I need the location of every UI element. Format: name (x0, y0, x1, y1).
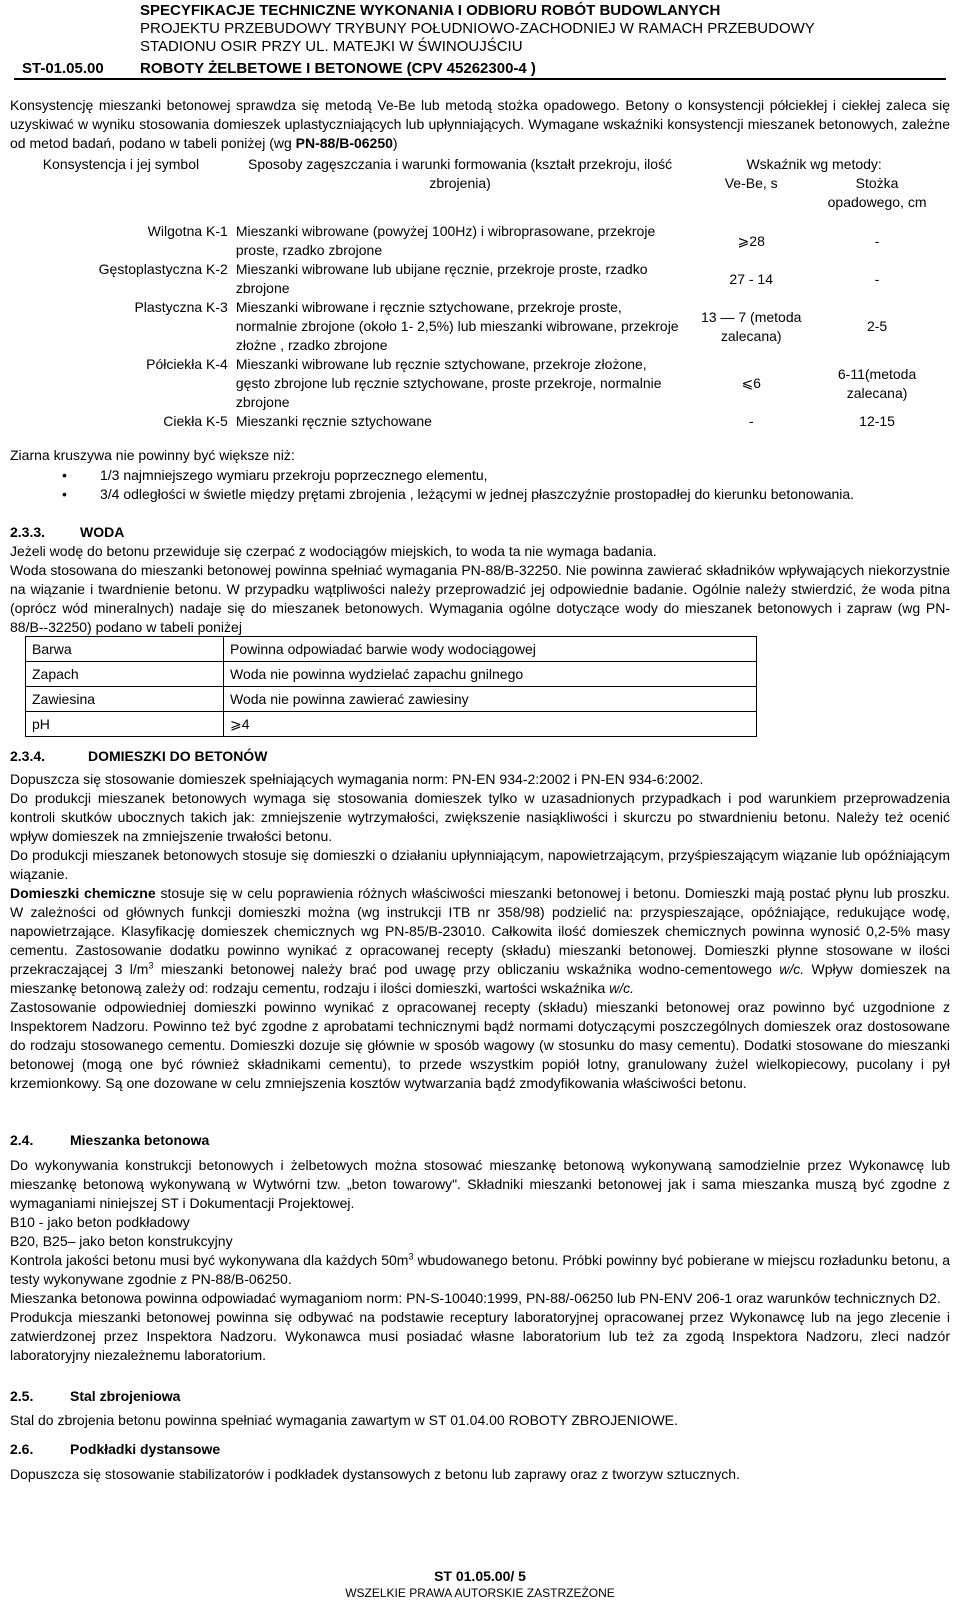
table-row: pH ⩾4 (26, 712, 757, 737)
water-requirements-table (25, 636, 757, 737)
table-row: Wilgotna K-1 Mieszanki wibrowane (powyżej 100Hz) i wibroprasowane, przekroje proste, rzadko zbrojone ⩾28 - (147, 223, 880, 258)
section-number: 2.6. (10, 1441, 34, 1457)
page-number: ST 01.05.00/ 5 (434, 1568, 526, 1584)
water-paragraph: Jeżeli wodę do betonu przewiduje się czerpać z wodociągów miejskich, to woda ta nie wymaga badania. Woda stosowana do mieszanki betonowej powinna spełniać wymagania PN-88/B-32250. Nie powinna zawierać składników wpływających niekorzystnie na wiązanie i twardnienie betonu. W przypadku wątpliwości należy przeprowadzić jej odpowiednie badanie. Ogólnie należy stwierdzić, że woda pitna (oprócz wód mineralnych) nadaje się do mieszanek betonowych. Wymagania ogólne dotyczące wody do mieszanek betonowych i zapraw (wg PN-88/B--32250) podano w tabeli poniżej (10, 543, 950, 635)
header-line-2: PROJEKTU PRZEBUDOWY TRYBUNY POŁUDNIOWO-ZACHODNIEJ W RAMACH PRZEBUDOWY (140, 20, 815, 37)
section-number: 2.3.3. (10, 524, 46, 540)
page-header (0, 0, 960, 78)
aggregate-lead: Ziarna kruszywa nie powinny być większe niż: (10, 447, 295, 463)
section-heading-water: WODA (80, 524, 125, 540)
section-heading-steel: Stal zbrojeniowa (70, 1388, 181, 1404)
section-heading-admixtures: DOMIESZKI DO BETONÓW (88, 748, 268, 764)
steel-paragraph: Stal do zbrojenia betonu powinna spełniać wymagania zawartym w ST 01.04.00 ROBOTY ZBROJENIOWE. (10, 1412, 678, 1428)
section-heading-spacers: Podkładki dystansowe (70, 1441, 221, 1457)
col-header-cone: Stożka opadowego, cm (827, 175, 927, 210)
list-item: • 1/3 najmniejszego wymiaru przekroju poprzecznego elementu, (62, 467, 488, 483)
header-line-3: STADIONU OSIR PRZY UL. MATEJKI W ŚWINOUJŚCIU (140, 38, 523, 55)
list-item: • 3/4 odległości w świetle między prętami zbrojenia , leżącymi w jednej płaszczyźnie prostopadłej do kierunku betonowania. (62, 486, 855, 502)
table-row: Półciekła K-4 Mieszanki wibrowane lub ręcznie sztychowane, przekroje złożone, gęsto zbrojone lub ręcznie sztychowane, proste przekroje, normalnie zbrojone ⩽6 6-11(metoda zalecana) (146, 356, 917, 410)
section-number: 2.5. (10, 1388, 34, 1404)
copyright-note: WSZELKIE PRAWA AUTORSKIE ZASTRZEŻONE (345, 1586, 615, 1600)
header-line-1: SPECYFIKACJE TECHNICZNE WYKONANIA I ODBIORU ROBÓT BUDOWLANYCH (140, 2, 721, 19)
col-header-method: Sposoby zagęszczania i warunki formowania (kształt przekroju, ilość zbrojenia) (248, 156, 673, 191)
section-heading-mix: Mieszanka betonowa (70, 1132, 210, 1148)
intro-paragraph: Konsystencję mieszanki betonowej sprawdza się metodą Ve-Be lub metodą stożka opadowego. Betony o konsystencji półciekłej i ciekłej zaleca się uzyskiwać w wyniku stosowania domieszek uplastyczniających lub upłynniających. Wymagane wskaźniki konsystencji mieszanek betonowych, zależne od metod badań, podano w tabeli poniżej (wg PN-88/B-06250) (10, 97, 950, 151)
mix-paragraph: Do wykonywania konstrukcji betonowych i żelbetowych można stosować mieszankę betonową wykonywaną samodzielnie przez Wykonawcę lub mieszankę betonową wykonywaną w Wytwórni tzw. „beton towarowy". Składniki mieszanki betonowej jak i sama mieszanka muszą być zgodne z wymaganiami niniejszej ST i Dokumentacji Projektowej. B10 - jako beton podkładowy B20, B25– jako beton konstrukcyjny Kontrola jakości betonu musi być wykonywana dla każdych $50m^3$ wbudowanego betonu. Próbki powinny być pobierane w miejscu rozładunku betonu, a testy wykonywane zgodnie z PN-88/B-06250. Mieszanka betonowa powinna odpowiadać wymaganiom norm: PN-S-10040:1999, PN-88/-06250 lub PN-ENV 206-1 oraz warunków technicznych D2. Produkcja mieszanki betonowej powinna się odbywać na podstawie receptury laboratoryjnej opracowanej przez Wykonawcę lub na jego zlecenie i zatwierdzonej przez Inspektora Nadzoru. Wykonawca musi posiadać własne laboratorium lub też za zgodą Inspektora Nadzoru, zleci nadzór laboratoryjny niezależnemu laboratorium. (10, 1157, 950, 1363)
admixtures-paragraph: Dopuszcza się stosowanie domieszek spełniających wymagania norm: PN-EN 934-2:2002 i PN-EN 934-6:2002. Do produkcji mieszanek betonowych wymaga się stosowania domieszek tylko w uzasadnionych przypadkach i pod warunkiem przeprowadzenia kontroli skutków ubocznych takich jak: zmniejszenie wytrzymałości, zwiększenie nasiąkliwości i skurczu po stwardnieniu betonu. Należy też ocenić wpływ domieszek na zmniejszenie trwałości betonu. Do produkcji mieszanek betonowych stosuje się domieszki o działaniu upłynniającym, napowietrzającym, przyśpieszającym wiązanie lub opóźniającym wiązanie. Domieszki chemiczne stosuje się w celu poprawienia różnych właściwości mieszanki betonowej i betonu. Domieszki mają postać płynu lub proszku. W zależności od głównych funkcji domieszki można (wg instrukcji ITB nr 358/98) podzielić na: przyspieszające, opóźniające, redukujące wodę, napowietrzające. Klasyfikację domieszek chemicznych wg PN-85/B-23010. Całkowita ilość domieszek chemicznych powinna wynosić 0,2-5% masy cementu. Zastosowanie dodatku powinno wynikać z opracowanej recepty (składu) mieszanki betonowej. Domieszki płynne stosowane w ilości przekraczającej 3 $l/m^3$ mieszanki betonowej należy brać pod uwagę przy obliczaniu wskaźnika wodno-cementowego w/c. Wpływ domieszek na mieszankę betonową zależy od: rodzaju cementu, rodzaju i ilości domieszki, wartości wskaźnika w/c. Zastosowanie odpowiedniej domieszki powinno wynikać z opracowanej recepty (składu) mieszanki betonowej oraz powinno być uzgodnione z Inspektorem Nadzoru. Powinno też być zgodne z aprobatami technicznymi bądź normami dotyczącymi poszczególnych domieszek oraz dostosowane do rodzaju stosowanego cementu. Domieszki dozuje się głównie w sposób wagowy (w stosunku do masy cementu). Dodatki stosowane do mieszanki betonowej (mogą one być również składnikami cementu), to przede wszystkim popiół lotny, granulowany żużel wielkopiecowy, pucolany i pył krzemionkowy. Są one dozowane w celu zmniejszenia kosztów wytwarzania bądź zmodyfikowania właściwości betonu. (10, 771, 950, 1091)
section-number: 2.4. (10, 1132, 34, 1148)
table-row: Zawiesina Woda nie powinna zawierać zawiesiny (26, 687, 757, 712)
spacers-paragraph: Dopuszcza się stosowanie stabilizatorów i podkładek dystansowych z betonu lub zaprawy oraz z tworzyw sztucznych. (10, 1466, 740, 1482)
table-row: Zapach Woda nie powinna wydzielać zapachu gnilnego (26, 662, 757, 687)
bullet-icon: • (62, 467, 67, 483)
spec-code: ST-01.05.00 (22, 60, 104, 77)
bullet-icon: • (62, 486, 67, 502)
col-header-vebe: Ve-Be, s (724, 175, 778, 191)
table-row: Gęstoplastyczna K-2 Mieszanki wibrowane lub ubijane ręcznie, przekroje proste, rzadko zbrojone 27 - 14 - (98, 261, 880, 296)
consistency-table (10, 155, 940, 431)
table-row: Ciekła K-5 Mieszanki ręcznie sztychowane - 12-15 (163, 413, 895, 429)
col-header-index: Wskaźnik wg metody: (746, 156, 882, 172)
col-header-symbol: Konsystencja i jej symbol (42, 156, 200, 172)
section-number: 2.3.4. (10, 748, 46, 764)
table-row: Plastyczna K-3 Mieszanki wibrowane i ręcznie sztychowane, przekroje proste, normalnie zbrojone (około 1- 2,5%) lub mieszanki wibrowane, przekroje złożne , rzadko zbrojone 13 — 7 (metoda zalecana) 2-5 (134, 299, 888, 353)
header-rule (14, 78, 946, 80)
table-row: Barwa Powinna odpowiadać barwie wody wodociągowej (26, 637, 757, 662)
spec-title: ROBOTY ŻELBETOWE I BETONOWE (CPV 45262300-4 ) (140, 60, 536, 77)
